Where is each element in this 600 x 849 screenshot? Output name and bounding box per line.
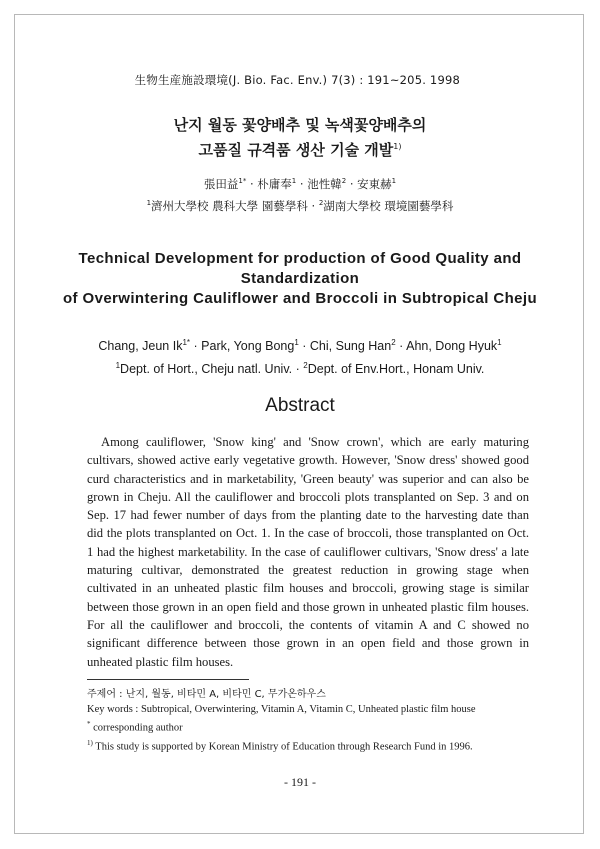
english-author: Chang, Jeun Ik [98, 339, 183, 354]
author-mark: 1 [497, 338, 502, 347]
title-footnote-mark: 1) [393, 142, 402, 151]
korean-affiliations [0, 194, 600, 216]
english-title-line-3: of Overwintering Cauliflower and Broccoli in Subtropical Cheju [62, 290, 538, 307]
english-author-block [0, 333, 600, 379]
author-mark: 2 [341, 177, 347, 185]
affiliation-mark: 2 [303, 361, 308, 371]
korean-author: 池性韓 [307, 176, 342, 191]
korean-author: 朴庸奉 [257, 176, 292, 191]
author-separator: · [399, 339, 404, 354]
affiliation-separator: · [295, 362, 300, 377]
author-separator: · [349, 176, 354, 191]
affiliation-mark: 1 [146, 198, 152, 207]
english-affiliation: Dept. of Hort., Cheju natl. Univ. [120, 362, 293, 377]
funding-note [87, 736, 547, 755]
english-author: Ahn, Dong Hyuk [406, 339, 498, 354]
corresponding-text: corresponding author [93, 722, 183, 734]
korean-keywords: 주제어 : 난지, 월동, 비타민 A, 비타민 C, 무가온하우스 [87, 689, 326, 700]
author-mark: 2 [391, 338, 396, 347]
author-mark: 1 [391, 177, 397, 185]
author-mark: 1* [238, 177, 247, 185]
korean-author-block [0, 172, 600, 216]
author-mark: 1 [294, 338, 299, 347]
page-number: - 191 - [284, 775, 316, 789]
english-affiliation: Dept. of Env.Hort., Honam Univ. [307, 362, 485, 377]
corresponding-mark: * [87, 720, 91, 728]
author-separator: · [299, 176, 304, 191]
author-separator: · [249, 176, 254, 191]
abstract-body: Among cauliflower, 'Snow king' and 'Snow crown', which are early maturing cultivars, showed active early vegetative growth. However, 'Snow dress' showed good curd characteristics and in marketability, 'Green beauty' was superior and can also be grown in Cheju. All the cauliflower and broccoli plots transplanted on Sep. 3 and on Sep. 17 had fewer number of days from the planting date to the harvesting date than did the plots transplanted on Oct. 1. In the case of broccoli, those transplanted on Oct. 1 had the highest marketability. In the case of cauliflower cultivars, 'Snow dress' a late maturing cultivar, demonstrated the greatest reduction in growing stage when cultivated in an unheated plastic film houses and broccoli, growing stage is similar between those grown in an open field and those grown in unheated plastic film houses. For all the cauliflower and broccoli, the contents of vitamin A and C showed no significant difference between those grown in an open field and those grown in unheated plastic film houses. [87, 435, 529, 669]
korean-author: 安東赫 [357, 176, 392, 191]
author-separator: · [302, 339, 307, 354]
english-affiliations [0, 356, 600, 379]
corresponding-author-note [87, 717, 547, 736]
footnotes [87, 688, 547, 755]
english-title [0, 249, 600, 309]
affiliation-mark: 2 [318, 198, 324, 207]
korean-title-line-1: 난지 월동 꽃양배추 및 녹색꽃양배추의 [173, 116, 427, 134]
english-keywords: Key words : Subtropical, Overwintering, Vitamin A, Vitamin C, Unheated plastic film house [87, 703, 476, 715]
author-mark: 1 [291, 177, 297, 185]
korean-title-line-2 [0, 136, 600, 161]
korean-affiliation: 濟州大學校 農科大學 園藝學科 [151, 198, 308, 213]
english-title-line-1: Technical Development for production of Good Quality and [78, 250, 522, 267]
korean-title-line-2-text: 고품질 규격품 생산 기술 개발 [198, 141, 394, 159]
journal-header: 生物生産施設環境(J. Bio. Fac. Env.) 7(3) : 191~205. 1998 [134, 73, 460, 87]
english-author: Park, Yong Bong [201, 339, 295, 354]
korean-author-list [0, 172, 600, 194]
korean-affiliation: 湖南大學校 環境園藝學科 [323, 198, 454, 213]
affiliation-mark: 1 [115, 361, 121, 371]
korean-author: 張田益 [203, 176, 239, 191]
author-mark: 1* [182, 338, 191, 347]
english-author-list [0, 333, 600, 356]
funding-text: This study is supported by Korean Ministry of Education through Research Fund in 1996. [95, 741, 473, 753]
author-separator: · [193, 339, 198, 354]
english-author: Chi, Sung Han [309, 339, 392, 354]
abstract-heading: Abstract [265, 395, 335, 416]
english-title-line-2: Standardization [240, 270, 360, 287]
affiliation-separator: · [311, 198, 316, 213]
footnote-divider [87, 679, 249, 680]
funding-mark: 1) [87, 739, 93, 747]
korean-title [0, 114, 600, 161]
